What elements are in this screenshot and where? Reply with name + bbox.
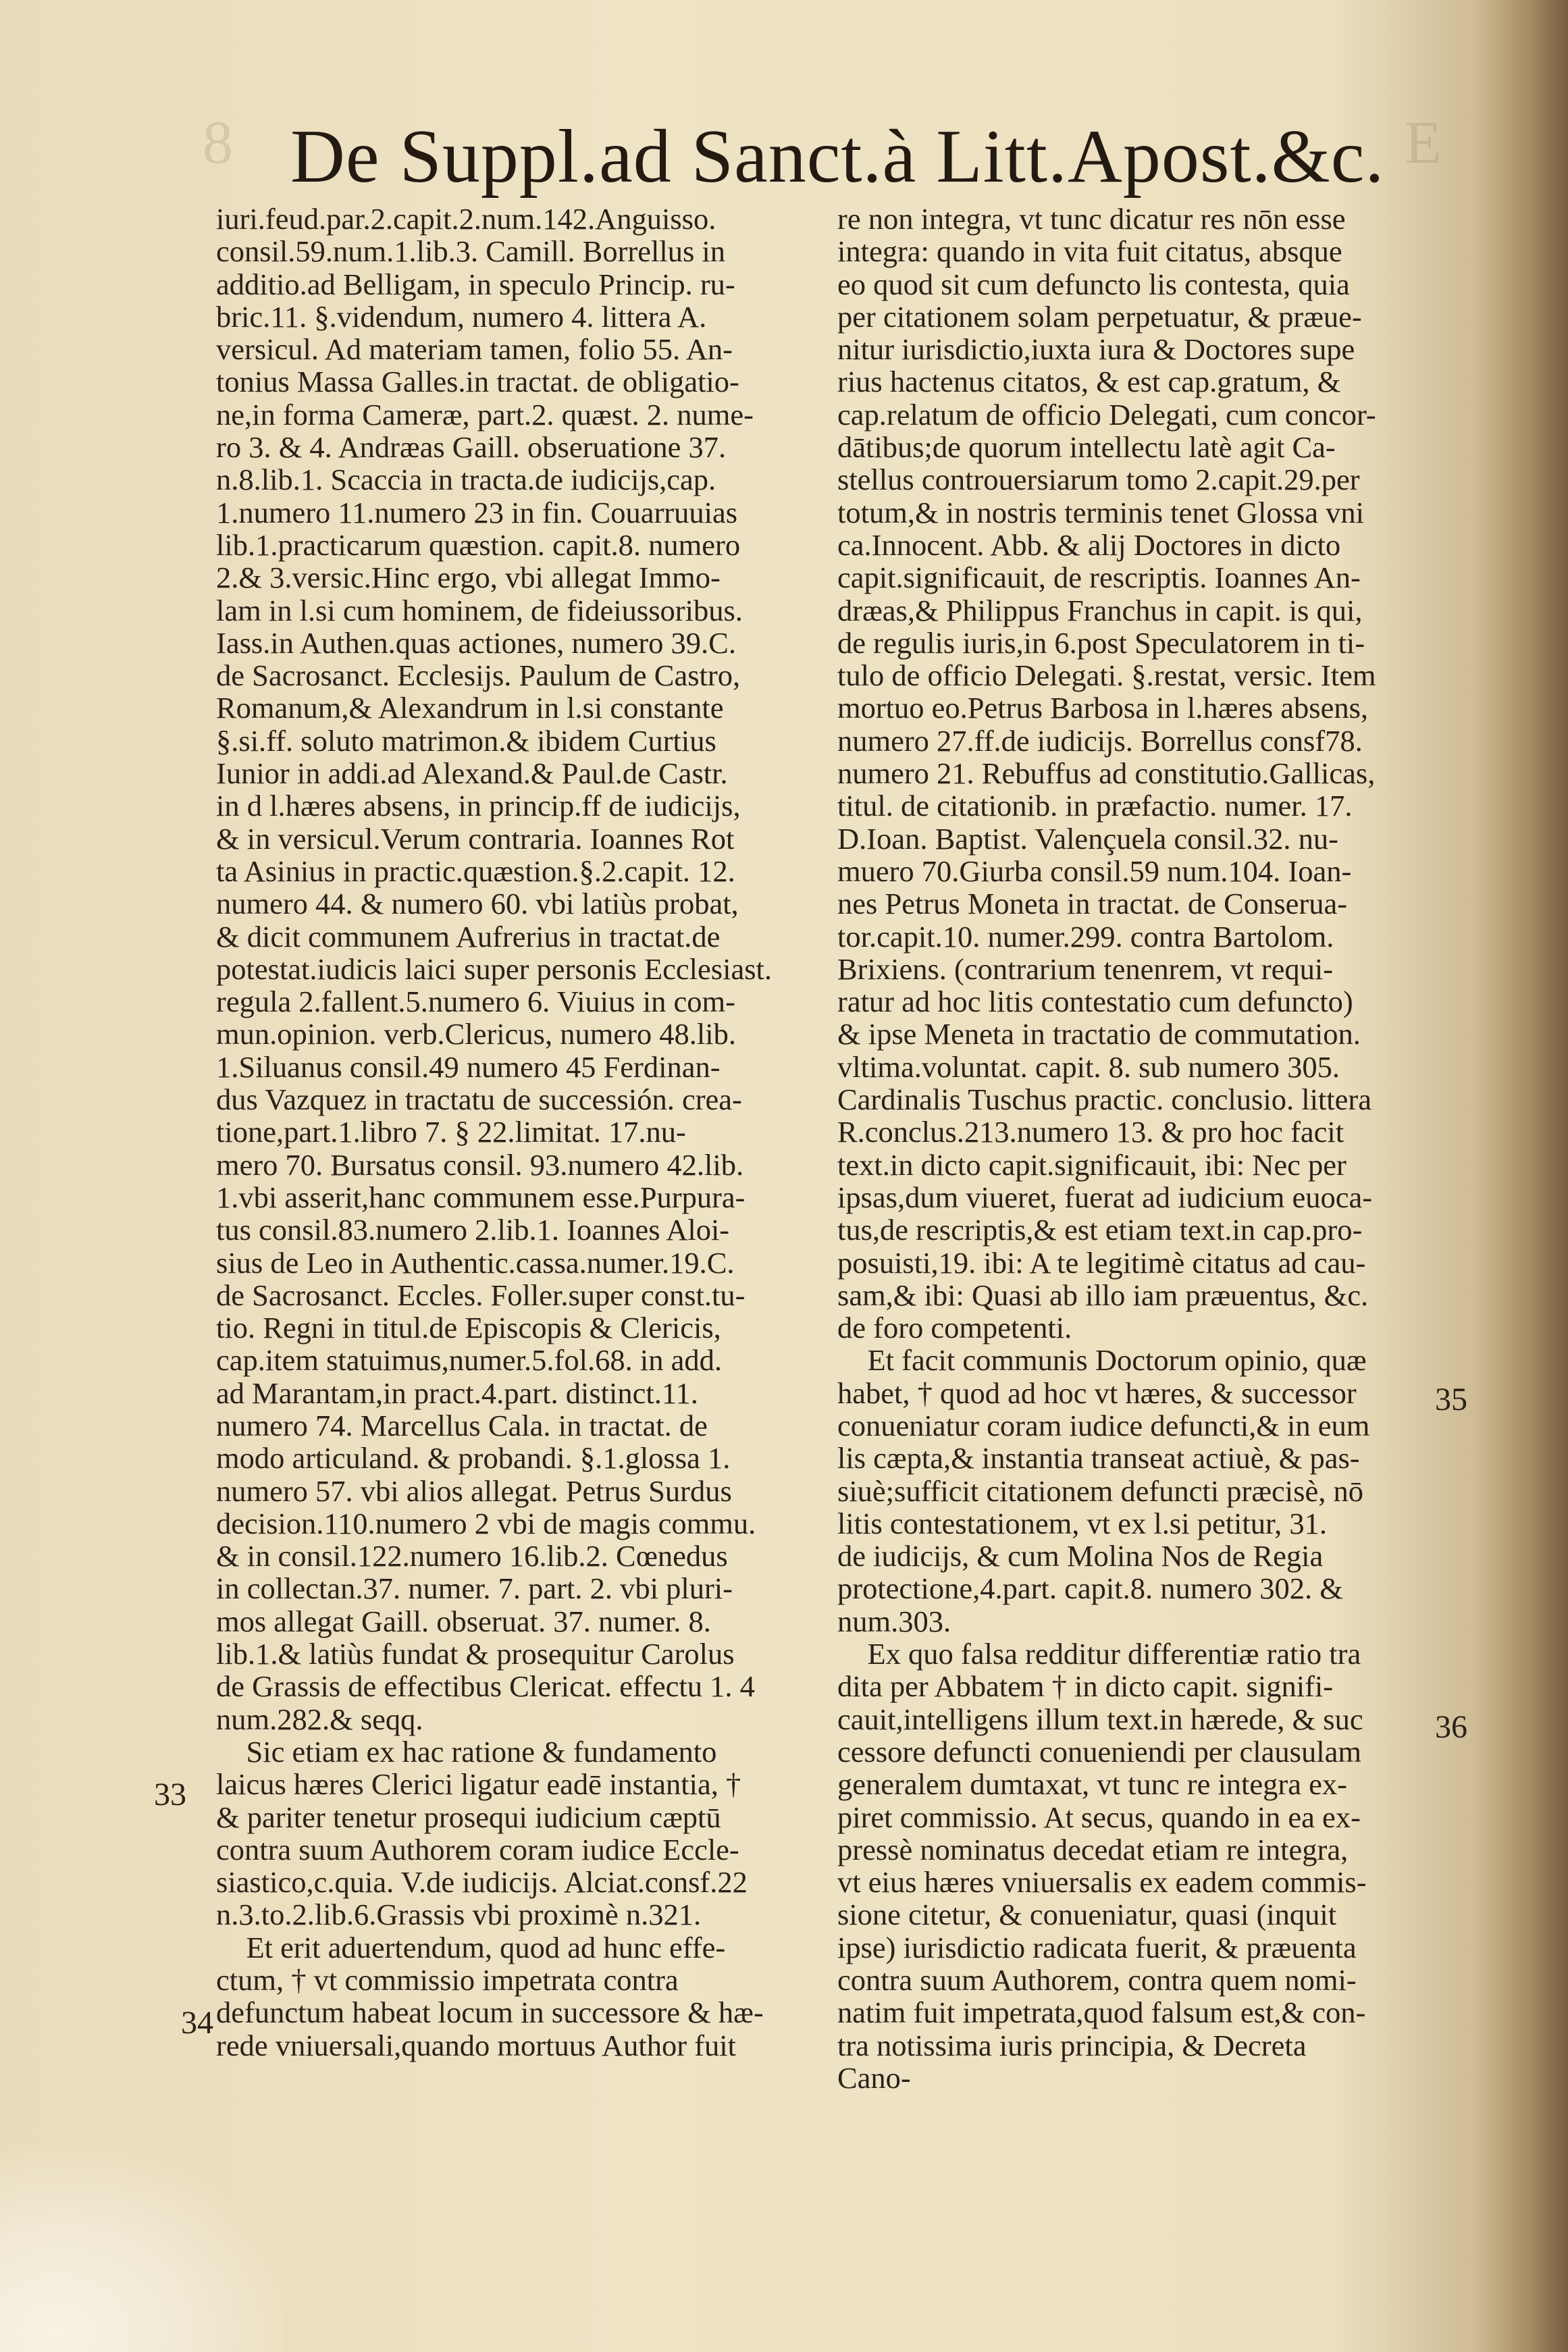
- text-line: mortuo eo.Petrus Barbosa in l.hæres absens,: [837, 691, 1369, 725]
- text-line: num.282.& seqq.: [216, 1702, 423, 1736]
- text-line: per citationem solam perpetuatur, & præue-: [837, 299, 1362, 334]
- text-line: de Sacrosanct. Eccles. Foller.super const.tu-: [216, 1278, 746, 1312]
- text-line: 1.vbi asserit,hanc communem esse.Purpura-: [216, 1180, 746, 1214]
- text-line: tione,part.1.libro 7. § 22.limitat. 17.nu-: [216, 1115, 686, 1149]
- text-line: text.in dicto capit.significauit, ibi: Nec per: [837, 1147, 1347, 1182]
- text-line: stellus controuersiarum tomo 2.capit.29.per: [837, 463, 1360, 497]
- paper-stain: [0, 2149, 284, 2352]
- text-line: numero 27.ff.de iudicijs. Borrellus consf78.: [837, 723, 1363, 758]
- text-line: de regulis iuris,in 6.post Speculatorem in ti-: [837, 625, 1365, 660]
- text-line: §.si.ff. soluto matrimon.& ibidem Curtius: [216, 723, 716, 758]
- text-line: ratur ad hoc litis contestatio cum defuncto): [837, 985, 1353, 1019]
- text-line: vltima.voluntat. capit. 8. sub numero 305.: [837, 1049, 1340, 1084]
- text-line: ta Asinius in practic.quæstion.§.2.capit. 12.: [216, 854, 735, 888]
- text-line: conueniatur coram iudice defuncti,& in eum: [837, 1408, 1370, 1442]
- text-line: natim fuit impetrata,quod falsum est,& con-: [837, 1995, 1366, 2030]
- text-line: numero 21. Rebuffus ad constitutio.Gallicas,: [837, 756, 1376, 791]
- text-line: rius hactenus citatos, & est cap.gratum, &: [837, 365, 1341, 399]
- text-line: Iass.in Authen.quas actiones, numero 39.C.: [216, 625, 736, 660]
- text-line: D.Ioan. Baptist. Valençuela consil.32. nu-: [837, 821, 1338, 856]
- text-line: nitur iurisdictio,iuxta iura & Doctores supe: [837, 332, 1355, 367]
- text-line: eo quod sit cum defuncto lis contesta, quia: [837, 267, 1350, 301]
- text-line: bric.11. §.videndum, numero 4. littera A.: [216, 299, 707, 334]
- text-line: litis contestationem, vt ex l.si petitur, 31.: [837, 1506, 1327, 1540]
- text-line: 1.Siluanus consil.49 numero 45 Ferdinan-: [216, 1049, 721, 1084]
- text-line: additio.ad Belligam, in speculo Princip. ru-: [216, 267, 735, 301]
- text-line: Cano-: [837, 2060, 911, 2095]
- text-line: capit.significauit, de rescriptis. Ioannes An-: [837, 560, 1361, 595]
- margin-paragraph-number: 34: [181, 2005, 213, 2041]
- text-line: generalem dumtaxat, vt tunc re integra ex-: [837, 1767, 1347, 1802]
- text-line: dus Vazquez in tractatu de successión. crea-: [216, 1082, 742, 1117]
- text-line: titul. de citationib. in præfactio. numer. 17.: [837, 789, 1353, 823]
- text-line: modo articuland. & probandi. §.1.glossa 1.: [216, 1441, 731, 1475]
- text-line: decision.110.numero 2 vbi de magis commu.: [216, 1506, 756, 1540]
- text-line: sione citetur, & conueniatur, quasi (inquit: [837, 1898, 1337, 1932]
- text-line: lis cæpta,& instantia transeat actiuè, & pas-: [837, 1441, 1360, 1475]
- text-line: tonius Massa Galles.in tractat. de obligatio-: [216, 365, 739, 399]
- text-line: mos allegat Gaill. obseruat. 37. numer. 8.: [216, 1604, 711, 1638]
- text-line: in collectan.37. numer. 7. part. 2. vbi pluri-: [216, 1571, 733, 1606]
- text-line: muero 70.Giurba consil.59 num.104. Ioan-: [837, 854, 1352, 888]
- text-line: cap.item statuimus,numer.5.fol.68. in add.: [216, 1343, 722, 1378]
- text-line: dræas,& Philippus Franchus in capit. is qui,: [837, 593, 1363, 627]
- text-line: & ipse Meneta in tractatio de commutation.: [837, 1017, 1361, 1051]
- text-line: Ex quo falsa redditur differentiæ ratio tra: [837, 1637, 1361, 1671]
- text-line: cessore defuncti conueniendi per clausulam: [837, 1734, 1361, 1769]
- text-line: integra: quando in vita fuit citatus, absque: [837, 234, 1342, 269]
- text-line: de Grassis de effectibus Clericat. effectu 1. 4: [216, 1669, 755, 1704]
- text-line: & in versicul.Verum contraria. Ioannes Rot: [216, 821, 735, 856]
- text-line: siastico,c.quia. V.de iudicijs. Alciat.consf.22: [216, 1865, 748, 1900]
- text-line: mun.opinion. verb.Clericus, numero 48.lib.: [216, 1017, 736, 1051]
- text-line: nes Petrus Moneta in tractat. de Conserua-: [837, 887, 1348, 921]
- text-line: cauit,intelligens illum text.in hærede, & suc: [837, 1702, 1363, 1736]
- text-line: 1.numero 11.numero 23 in fin. Couarruuias: [216, 495, 738, 529]
- text-line: ca.Innocent. Abb. & alij Doctores in dicto: [837, 527, 1341, 562]
- text-line: totum,& in nostris terminis tenet Glossa vni: [837, 495, 1364, 529]
- text-line: tulo de officio Delegati. §.restat, versic. Item: [837, 658, 1376, 693]
- margin-paragraph-number: 36: [1435, 1709, 1467, 1745]
- text-line: tor.capit.10. numer.299. contra Bartolom.: [837, 919, 1334, 953]
- text-line: sius de Leo in Authentic.cassa.numer.19.C.: [216, 1245, 735, 1280]
- text-line: ne,in forma Cameræ, part.2. quæst. 2. nume-: [216, 397, 754, 432]
- text-line: siuè;sufficit citationem defuncti præcisè, nō: [837, 1473, 1363, 1508]
- text-line: dātibus;de quorum intellectu latè agit Ca-: [837, 430, 1336, 465]
- text-line: laicus hæres Clerici ligatur eadē instantia, †: [216, 1767, 741, 1802]
- text-line: pressè nominatus decedat etiam re integra,: [837, 1832, 1349, 1866]
- text-line: rede vniuersali,quando mortuus Author fuit: [216, 2028, 736, 2062]
- text-line: contra suum Authorem, contra quem nomi-: [837, 1963, 1357, 1997]
- margin-paragraph-number: 33: [154, 1777, 186, 1812]
- text-line: lib.1.practicarum quæstion. capit.8. numero: [216, 527, 741, 562]
- text-line: 2.& 3.versic.Hinc ergo, vbi allegat Immo-: [216, 560, 721, 595]
- text-line: sam,& ibi: Quasi ab illo iam præuentus, &c.: [837, 1278, 1369, 1312]
- text-line: vt eius hæres vniuersalis ex eadem commis-: [837, 1865, 1367, 1900]
- text-line: de foro competenti.: [837, 1311, 1072, 1345]
- page-edge-shadow: [1473, 0, 1568, 2352]
- text-line: posuisti,19. ibi: A te legitimè citatus ad cau-: [837, 1245, 1366, 1280]
- text-line: n.8.lib.1. Scaccia in tracta.de iudicijs,cap.: [216, 463, 716, 497]
- text-line: numero 44. & numero 60. vbi latiùs probat,: [216, 887, 739, 921]
- text-line: R.conclus.213.numero 13. & pro hoc facit: [837, 1115, 1344, 1149]
- bleed-through-mark: E: [1405, 109, 1442, 176]
- text-line: & dicit communem Aufrerius in tractat.de: [216, 919, 721, 953]
- margin-paragraph-number: 35: [1435, 1382, 1467, 1417]
- text-line: tus,de rescriptis,& est etiam text.in cap.pro-: [837, 1213, 1363, 1247]
- text-line: ipsas,dum viueret, fuerat ad iudicium euoca-: [837, 1180, 1373, 1214]
- text-line: dita per Abbatem † in dicto capit. signifi-: [837, 1669, 1334, 1704]
- text-line: numero 74. Marcellus Cala. in tractat. de: [216, 1408, 708, 1442]
- text-line: tra notissima iuris principia, & Decreta: [837, 2028, 1307, 2062]
- text-line: num.303.: [837, 1604, 951, 1638]
- text-line: iuri.feud.par.2.capit.2.num.142.Anguisso.: [216, 202, 716, 236]
- text-line: & in consil.122.numero 16.lib.2. Cœnedus: [216, 1539, 728, 1573]
- text-line: consil.59.num.1.lib.3. Camill. Borrellus in: [216, 234, 726, 269]
- text-line: cap.relatum de officio Delegati, cum concor-: [837, 397, 1376, 432]
- text-line: Cardinalis Tuschus practic. conclusio. littera: [837, 1082, 1371, 1117]
- text-line: ctum, † vt commissio impetrata contra: [216, 1963, 679, 1997]
- text-line: lam in l.si cum hominem, de fideiussoribus.: [216, 593, 743, 627]
- text-line: de Sacrosanct. Ecclesijs. Paulum de Castro,: [216, 658, 741, 693]
- left-text-column: [216, 203, 804, 2062]
- text-line: lib.1.& latiùs fundat & prosequitur Carolus: [216, 1637, 735, 1671]
- text-line: ro 3. & 4. Andræas Gaill. obseruatione 37.: [216, 430, 727, 465]
- text-line: defunctum habeat locum in successore & hæ-: [216, 1995, 764, 2030]
- text-line: protectione,4.part. capit.8. numero 302. &: [837, 1571, 1343, 1606]
- text-line: Brixiens. (contrarium tenenrem, vt requi-: [837, 951, 1334, 986]
- text-line: Romanum,& Alexandrum in l.si constante: [216, 691, 724, 725]
- text-line: numero 57. vbi alios allegat. Petrus Surdus: [216, 1473, 732, 1508]
- text-line: versicul. Ad materiam tamen, folio 55. An-: [216, 332, 733, 367]
- text-line: in d l.hæres absens, in princip.ff de iudicijs,: [216, 789, 741, 823]
- text-line: & pariter tenetur prosequi iudicium cæptū: [216, 1800, 721, 1834]
- text-line: regula 2.fallent.5.numero 6. Viuius in com-: [216, 985, 735, 1019]
- text-line: ipse) iurisdictio radicata fuerit, & præuenta: [837, 1930, 1357, 1964]
- text-line: tus consil.83.numero 2.lib.1. Ioannes Aloi-: [216, 1213, 730, 1247]
- text-line: n.3.to.2.lib.6.Grassis vbi proximè n.321.: [216, 1898, 702, 1932]
- right-text-column: [837, 203, 1445, 2094]
- text-line: re non integra, vt tunc dicatur res nōn esse: [837, 202, 1346, 236]
- text-line: contra suum Authorem coram iudice Eccle-: [216, 1832, 739, 1866]
- text-line: Sic etiam ex hac ratione & fundamento: [216, 1734, 717, 1769]
- text-line: de iudicijs, & cum Molina Nos de Regia: [837, 1539, 1324, 1573]
- running-title: De Suppl.ad Sanct.à Litt.Apost.&c.: [290, 115, 1385, 199]
- text-line: piret commissio. At secus, quando in ea ex-: [837, 1800, 1361, 1834]
- bleed-through-mark: 8: [203, 109, 233, 176]
- text-line: potestat.iudicis laici super personis Ecclesiast.: [216, 951, 773, 986]
- text-line: mero 70. Bursatus consil. 93.numero 42.lib.: [216, 1147, 744, 1182]
- text-line: tio. Regni in titul.de Episcopis & Clericis,: [216, 1311, 721, 1345]
- text-line: Et facit communis Doctorum opinio, quæ: [837, 1343, 1367, 1378]
- text-line: Iunior in addi.ad Alexand.& Paul.de Castr.: [216, 756, 728, 791]
- text-line: habet, † quod ad hoc vt hæres, & successor: [837, 1376, 1357, 1410]
- text-line: ad Marantam,in pract.4.part. distinct.11.: [216, 1376, 698, 1410]
- text-line: Et erit aduertendum, quod ad hunc effe-: [216, 1930, 726, 1964]
